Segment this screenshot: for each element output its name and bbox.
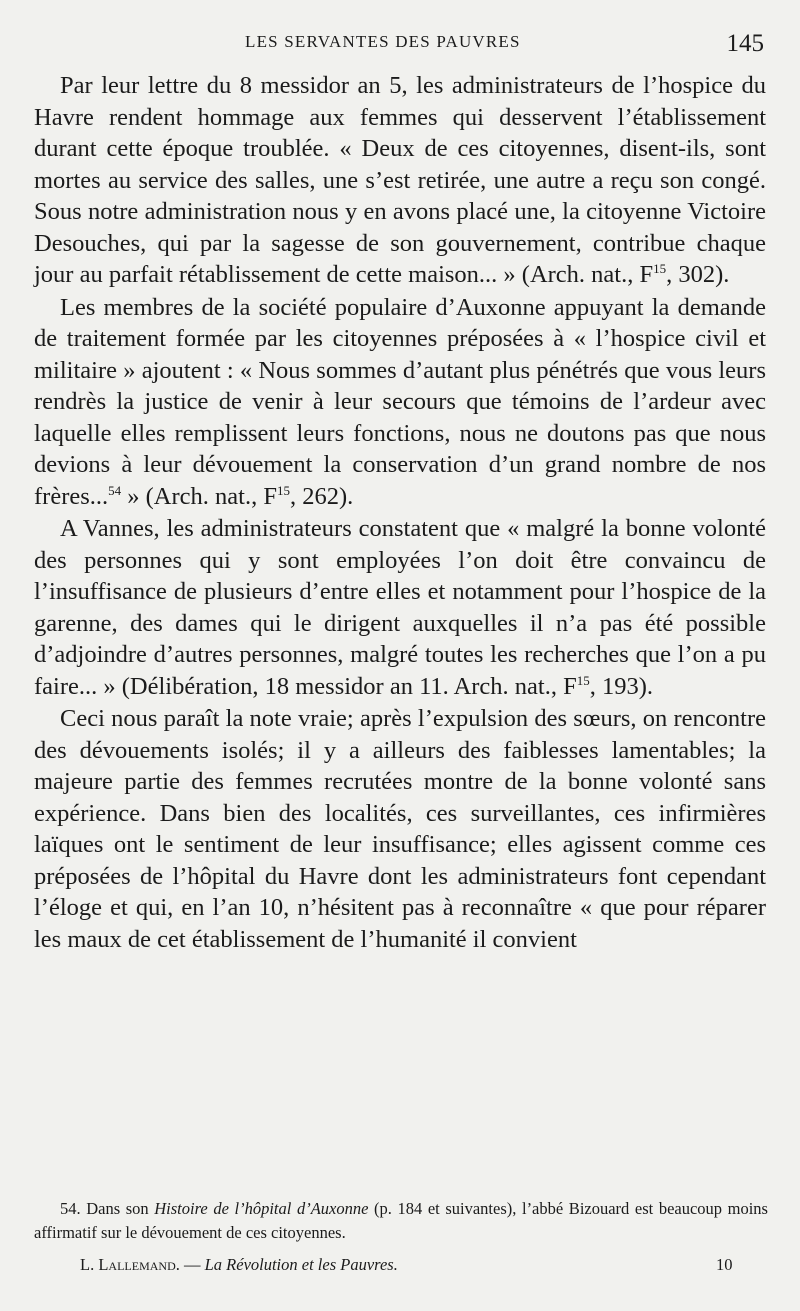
footer-credit: [80, 1255, 398, 1275]
footnote-text: [34, 1197, 768, 1245]
main-text: [34, 70, 766, 956]
superscript: 15: [276, 482, 290, 498]
author-name: L. Lallemand.: [80, 1255, 180, 1274]
footnote: [34, 1197, 768, 1245]
footnote-reference: 54: [108, 482, 122, 498]
text-run: Ceci nous paraît la note vraie; après l’expulsion des sœurs, on rencontre des dévouements isolés; il y a ailleurs des faiblesses lamentables; la majeure partie des femmes recrutées montre de la bonne volonté sans expérience. Dans bien des localités, ces surveillantes, ces infirmières laïques ont le sentiment de leur insuffisance; elles agissent comme ces préposées de l’hôpital du Havre dont les administrateurs font cependant l’éloge et qui, en l’an 10, n’hésitent pas à reconnaître « que pour réparer les maux de cet établissement de l’humanité il convient: [34, 705, 766, 953]
text-run: , 193).: [589, 672, 654, 700]
book-title-italic: Histoire de l’hôpital d’Auxonne: [154, 1199, 369, 1218]
text-run: A Vannes, les administrateurs constatent que « malgré la bonne volonté des personnes qui y sont employées l’on doit être convaincu de l’insuffisance de plusieurs d’entre elles et notamment pour l’hospice de la garenne, des dames qui le dirigent auxquelles il n’a pas été possible d’adjoindre d’autres personnes, malgré toutes les recherches que l’on a pu faire... » (Délibération, 18 messidor an 11. Arch. nat., F: [34, 515, 766, 700]
text-run: Par leur lettre du 8 messidor an 5, les administrateurs de l’hospice du Havre rendent hommage aux femmes qui desservent l’établissement durant cette époque troublée. « Deux de ces citoyennes, disent-ils, sont mortes au service des salles, une s’est retirée, une autre a reçu son congé. Sous notre administration nous y en avons placé une, la citoyenne Victoire Desouches, qui par la sagesse de son gouvernement, contribue chaque jour au parfait rétablissement de cette maison... » (Arch. nat., F: [34, 72, 766, 288]
dash: —: [179, 1255, 205, 1274]
paragraph-4: [34, 703, 766, 955]
text-run: , 262).: [289, 482, 354, 510]
paragraph-3: [34, 513, 766, 702]
superscript: 15: [576, 672, 590, 688]
paragraph-2: [34, 292, 766, 513]
text-run: Les membres de la société populaire d’Auxonne appuyant la demande de traitement formée par les citoyennes préposées à « l’hospice civil et militaire » ajoutent : « Nous sommes d’autant plus pénétrés que vous leurs rendrès la justice de venir à leur secours que témoins de l’ardeur avec laquelle elles remplissent leurs fonctions, nous ne doutons pas que nous devions à leur dévouement la conservation d’un grand nombre de nos frères...: [34, 293, 766, 510]
page-header: [0, 30, 800, 60]
page-number: 145: [726, 30, 764, 57]
running-title: LES SERVANTES DES PAUVRES: [245, 32, 521, 51]
page-footer: [0, 1255, 800, 1283]
superscript: 15: [653, 260, 667, 276]
sheet-number: 10: [716, 1255, 733, 1274]
text-run: 54. Dans son: [60, 1199, 155, 1218]
paragraph-1: [34, 70, 766, 291]
text-run: , 302).: [666, 261, 730, 288]
text-run: » (Arch. nat., F: [121, 482, 277, 510]
text-run: (p. 184 et suivantes), l’abbé Bizouard est beaucoup moins affirmatif sur le dévouement de ces citoyennes.: [34, 1199, 768, 1242]
footer-book-title: La Révolution et les Pauvres.: [204, 1255, 398, 1274]
